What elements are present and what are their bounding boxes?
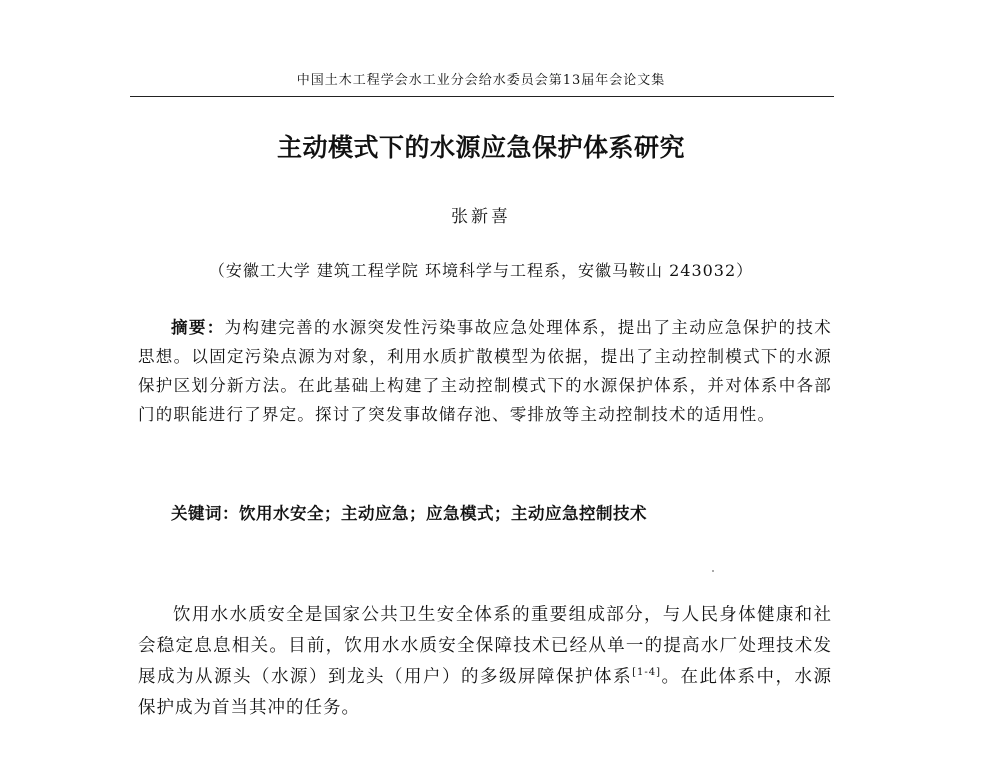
header-rule: [130, 96, 834, 97]
body-paragraph: [138, 600, 832, 724]
running-header: 中国土木工程学会水工业分会给水委员会第13届年会论文集: [296, 73, 666, 88]
author: 张新喜: [451, 207, 511, 227]
body-text-tail: 。在此体系中，水源保护成为首当其冲的任务。: [138, 667, 833, 718]
abstract: [138, 313, 832, 429]
scan-speck: [712, 570, 714, 572]
affiliation: （安徽工大学 建筑工程学院 环境科学与工程系，安徽马鞍山 243032）: [208, 261, 754, 280]
paper-title: 主动模式下的水源应急保护体系研究: [276, 133, 685, 162]
keywords-label: 关键词：: [171, 504, 239, 523]
abstract-label: 摘要：: [171, 318, 225, 337]
keywords: [171, 500, 831, 524]
keywords-text: 饮用水安全；主动应急；应急模式；主动应急控制技术: [239, 504, 647, 523]
body-text-main: 饮用水水质安全是国家公共卫生安全体系的重要组成部分，与人民身体健康和社会稳定息息相关。目前，饮用水水质安全保障技术已经从单一的提高水厂处理技术发展成为从源头（水源）到龙头（用户）的多级屏障保护体系: [138, 605, 832, 687]
abstract-text: 为构建完善的水源突发性污染事故应急处理体系，提出了主动应急保护的技术思想。以固定污染点源为对象，利用水质扩散模型为依据，提出了主动控制模式下的水源保护区划分新方法。在此基础上构建了主动控制模式下的水源保护体系，并对体系中各部门的职能进行了界定。探讨了突发事故储存池、零排放等主动控制技术的适用性。: [138, 318, 832, 424]
citation-ref: [1-4]: [632, 667, 661, 679]
